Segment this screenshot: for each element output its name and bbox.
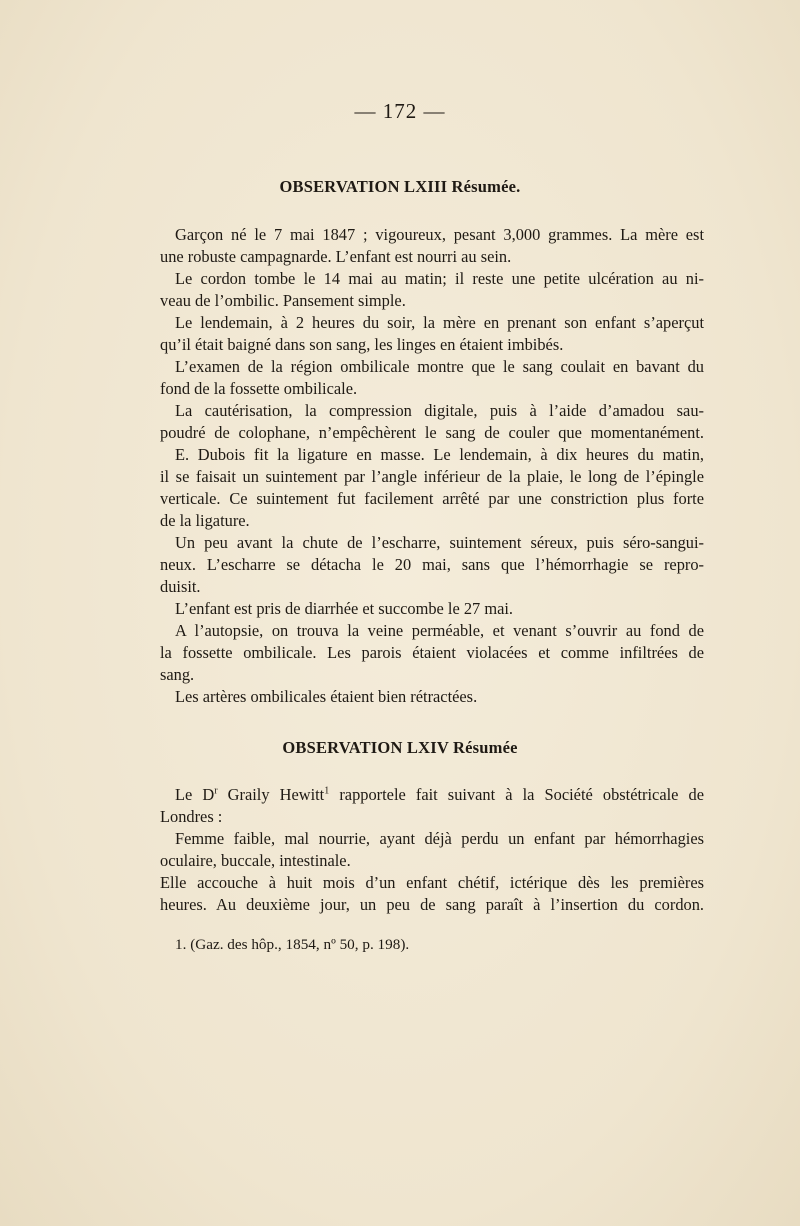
text-line: oculaire, buccale, intestinale. — [160, 851, 351, 870]
text-line: Garçon né le 7 mai 1847 ; vigoureux, pesant 3,000 grammes. La mère est — [175, 225, 704, 244]
text-line: Un peu avant la chute de l’escharre, suintement séreux, puis séro-sangui- — [175, 533, 704, 552]
page-number: — 172 — — [354, 99, 446, 123]
text-line: il se faisait un suintement par l’angle inférieur de la plaie, le long de l’épingle — [160, 467, 704, 486]
observation-lxiii-title: OBSERVATION LXIII Résumée. — [279, 177, 521, 196]
text-line: heures. Au deuxième jour, un peu de sang paraît à l’insertion du cordon. — [160, 895, 704, 914]
text-line: Le cordon tombe le 14 mai au matin; il reste une petite ulcération au ni- — [175, 269, 704, 288]
text-line: neux. L’escharre se détacha le 20 mai, sans que l’hémorrhagie se repro- — [160, 555, 704, 574]
text-line: Femme faible, mal nourrie, ayant déjà perdu un enfant par hémorrhagies — [175, 829, 704, 848]
text-line: Les artères ombilicales étaient bien rétractées. — [175, 687, 478, 706]
text-line: L’examen de la région ombilicale montre que le sang coulait en bavant du — [175, 357, 704, 376]
text-line: Le lendemain, à 2 heures du soir, la mère en prenant son enfant s’aperçut — [175, 313, 704, 332]
observation-lxiv-title: OBSERVATION LXIV Résumée — [282, 738, 518, 757]
text-line: Le $D^r$ Graily Hewitt$^1$ rapportele fait suivant à la Société obstétricale de — [175, 785, 704, 804]
text-line: une robuste campagnarde. L’enfant est nourri au sein. — [160, 247, 512, 266]
text-line: qu’il était baigné dans son sang, les linges en étaient imbibés. — [160, 335, 564, 354]
text-line: poudré de colophane, n’empêchèrent le sang de couler que momentanément. — [160, 423, 704, 442]
text-line: E. Dubois fit la ligature en masse. Le lendemain, à dix heures du matin, — [175, 445, 704, 464]
text-line: de la ligature. — [160, 511, 250, 530]
text-line: A l’autopsie, on trouva la veine perméable, et venant s’ouvrir au fond de — [175, 621, 704, 640]
text-line: verticale. Ce suintement fut facilement arrêté par une constriction plus forte — [160, 489, 704, 508]
footnote: 1. (Gaz. des hôp., 1854, nº 50, p. 198). — [175, 936, 410, 953]
text-line: L’enfant est pris de diarrhée et succombe le 27 mai. — [175, 599, 514, 618]
text-line: Elle accouche à huit mois d’un enfant chétif, ictérique dès les premières — [160, 873, 704, 892]
text-line: veau de l’ombilic. Pansement simple. — [160, 291, 406, 310]
text-line: La cautérisation, la compression digitale, puis à l’aide d’amadou sau- — [175, 401, 704, 420]
text-line: duisit. — [160, 577, 201, 596]
text-line: fond de la fossette ombilicale. — [160, 379, 358, 398]
text-line: la fossette ombilicale. Les parois étaient violacées et comme infiltrées de — [160, 643, 704, 662]
text-line: Londres : — [160, 807, 223, 826]
text-line: sang. — [160, 665, 195, 684]
